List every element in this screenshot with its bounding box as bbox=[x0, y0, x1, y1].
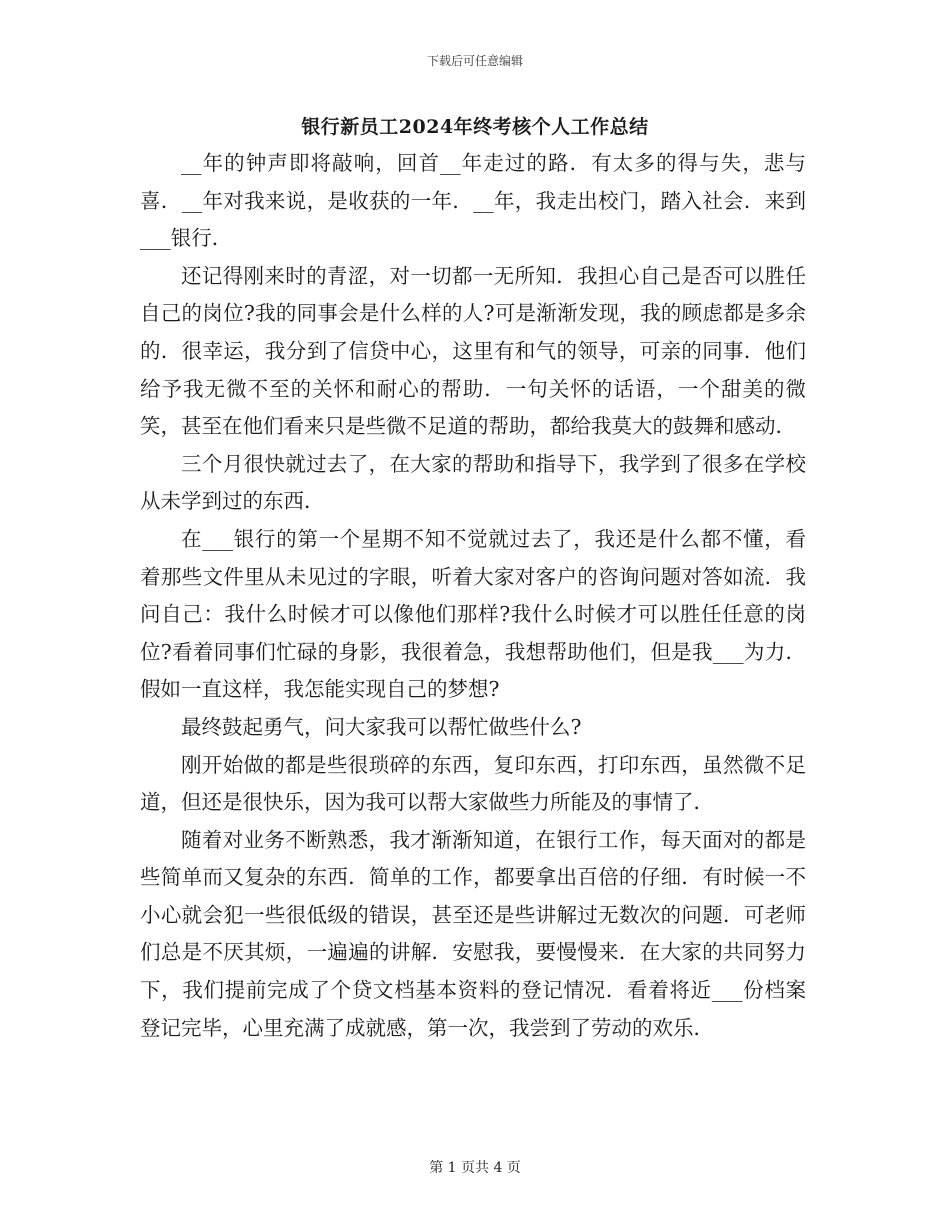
paragraph: 随着对业务不断熟悉，我才渐渐知道，在银行工作，每天面对的都是些简单而又复杂的东西．简单的工作，都要拿出百倍的仔细．有时候一不小心就会犯一些很低级的错误，甚至还是些讲解过无数次的问题．可老师们总是不厌其烦，一遍遍的讲解．安慰我，要慢慢来．在大家的共同努力下，我们提前完成了个贷文档基本资料的登记情况．看着将近___份档案登记完毕，心里充满了成就感，第一次，我尝到了劳动的欢乐． bbox=[140, 827, 806, 1040]
document-title: 银行新员工2024年终考核个人工作总结 bbox=[301, 116, 649, 138]
page-number-footer: 第 1 页共 4 页 bbox=[429, 1160, 521, 1176]
document-body bbox=[140, 145, 806, 1047]
paragraph: __年的钟声即将敲响，回首__年走过的路．有太多的得与失，悲与喜．__年对我来说，是收获的一年．__年，我走出校门，踏入社会．来到___银行． bbox=[140, 151, 806, 251]
paragraph: 三个月很快就过去了，在大家的帮助和指导下，我学到了很多在学校从未学到过的东西． bbox=[140, 451, 806, 514]
paragraph: 还记得刚来时的青涩，对一切都一无所知．我担心自己是否可以胜任自己的岗位?我的同事会是什么样的人?可是渐渐发现，我的顾虑都是多余的．很幸运，我分到了信贷中心，这里有和气的领导，可亲的同事．他们给予我无微不至的关怀和耐心的帮助．一句关怀的话语，一个甜美的微笑，甚至在他们看来只是些微不足道的帮助，都给我莫大的鼓舞和感动． bbox=[140, 263, 806, 439]
header-note: 下载后可任意编辑 bbox=[426, 54, 523, 68]
paragraph: 最终鼓起勇气，问大家我可以帮忙做些什么? bbox=[181, 714, 582, 739]
paragraph: 在___银行的第一个星期不知不觉就过去了，我还是什么都不懂，看着那些文件里从未见过的字眼，听着大家对客户的咨询问题对答如流．我问自己：我什么时候才可以像他们那样?我什么时候才可以胜任任意的岗位?看着同事们忙碌的身影，我很着急，我想帮助他们，但是我___为力．假如一直这样，我怎能实现自己的梦想? bbox=[140, 526, 806, 702]
paragraph: 刚开始做的都是些很琐碎的东西，复印东西，打印东西，虽然微不足道，但还是很快乐，因为我可以帮大家做些力所能及的事情了． bbox=[140, 752, 806, 815]
